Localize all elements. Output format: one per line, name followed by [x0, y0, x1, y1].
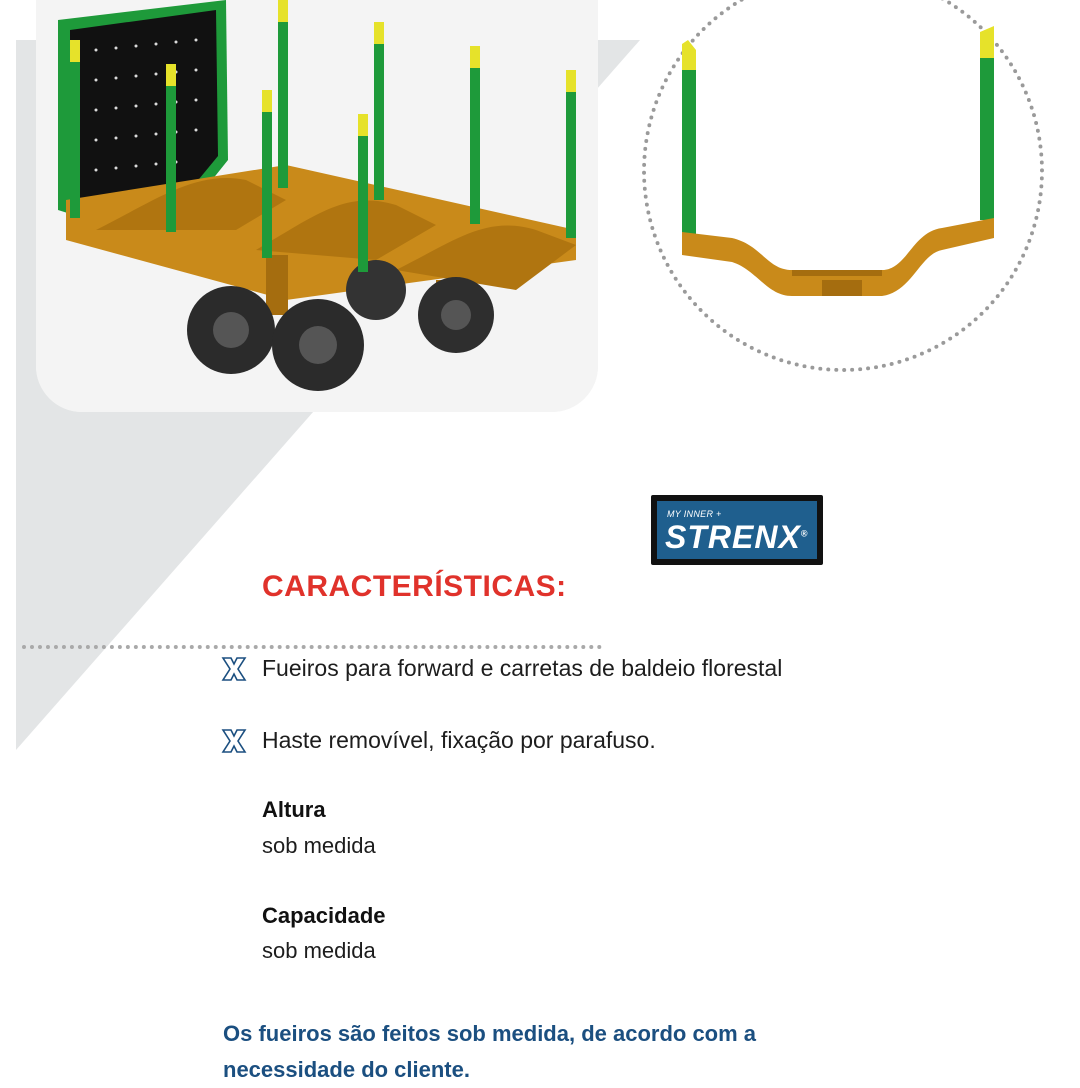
product-photo [36, 0, 598, 412]
forestry-trailer-illustration [36, 0, 598, 412]
x-bullet-icon [220, 728, 248, 754]
stake-detail-illustration [642, 0, 1044, 372]
feature-text: Fueiros para forward e carretas de baldeio florestal [262, 655, 783, 681]
spec-value-altura: sob medida [262, 833, 376, 858]
strenx-logo [651, 495, 823, 565]
logo-wordmark: STRENX® [665, 519, 809, 555]
registered-mark: ® [800, 528, 809, 539]
dotted-divider [22, 645, 602, 649]
spec-value-capacidade: sob medida [262, 938, 376, 963]
spec-label-altura: Altura [262, 797, 326, 822]
logo-tagline: MY INNER + [667, 509, 722, 519]
feature-text: Haste removível, fixação por parafuso. [262, 727, 656, 753]
feature-item [220, 727, 656, 754]
x-bullet-icon [220, 656, 248, 682]
section-title: CARACTERÍSTICAS: [262, 570, 567, 603]
spec-label-capacidade: Capacidade [262, 903, 386, 928]
feature-item [220, 655, 782, 682]
custom-made-note: Os fueiros são feitos sob medida, de acordo com a necessidade do cliente. [223, 1021, 757, 1082]
